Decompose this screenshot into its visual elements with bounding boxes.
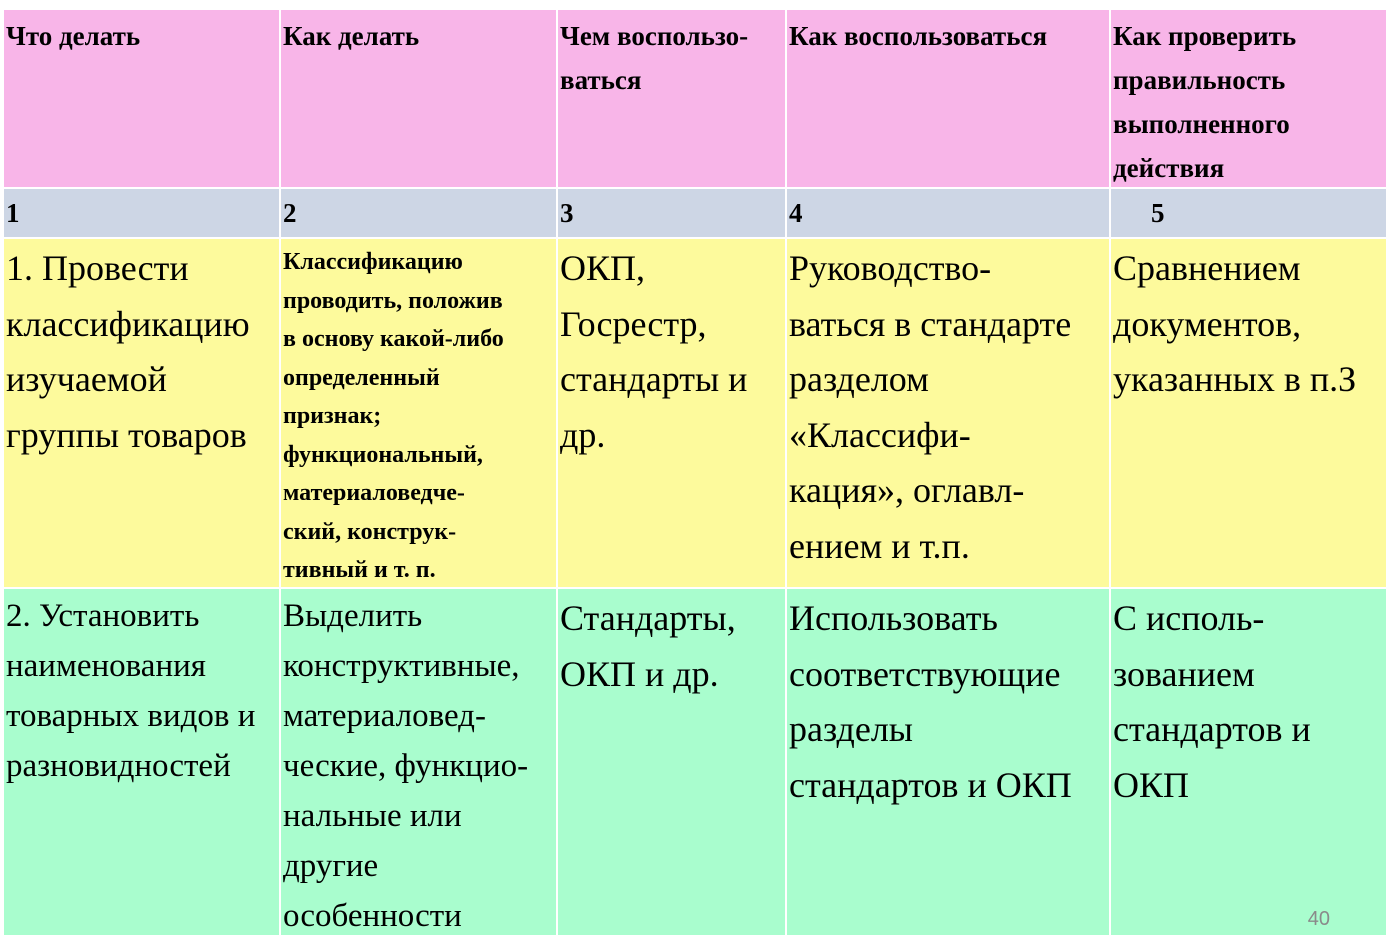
row2-what-to-do: 2. Установить наименования товарных видов и разновидностей [4,589,279,935]
row1-what-to-use: ОКП, Госрестр, стандарты и др. [558,239,785,587]
column-number-2: 2 [281,189,556,237]
column-number-4: 4 [787,189,1109,237]
row1-what-to-do: 1. Провести классификацию изучаемой группы товаров [4,239,279,587]
header-what-to-use: Чем воспользо- ваться [558,10,785,187]
row2-what-to-use: Стандарты, ОКП и др. [558,589,785,935]
column-number-5: 5 [1111,189,1386,237]
column-number-1: 1 [4,189,279,237]
header-how-to-do: Как делать [281,10,556,187]
column-number-3: 3 [558,189,785,237]
row2-how-to-use: Использовать соответствующие разделы стандартов и ОКП [787,589,1109,935]
row1-how-to-use: Руководство- ваться в стандарте разделом «Классифи- кация», оглавл- ением и т.п. [787,239,1109,587]
header-how-to-use: Как воспользоваться [787,10,1109,187]
row1-how-to-do: Классификацию проводить, положив в основу какой-либо определенный признак; функциональный, материаловедче- ский, конструк- тивный и т. п. [281,239,556,587]
header-what-to-do: Что делать [4,10,279,187]
row1-how-to-check: Сравнением документов, указанных в п.З [1111,239,1386,587]
header-how-to-check: Как проверить правильность выполненного действия [1111,10,1386,187]
row2-how-to-check: С исполь- зованием стандартов и ОКП [1111,589,1386,935]
row2-how-to-do: Выделить конструктивные, материаловед- ческие, функцио- нальные или другие особенности [281,589,556,935]
slide-page-number: 40 [1307,908,1330,930]
instruction-table [4,10,1390,935]
